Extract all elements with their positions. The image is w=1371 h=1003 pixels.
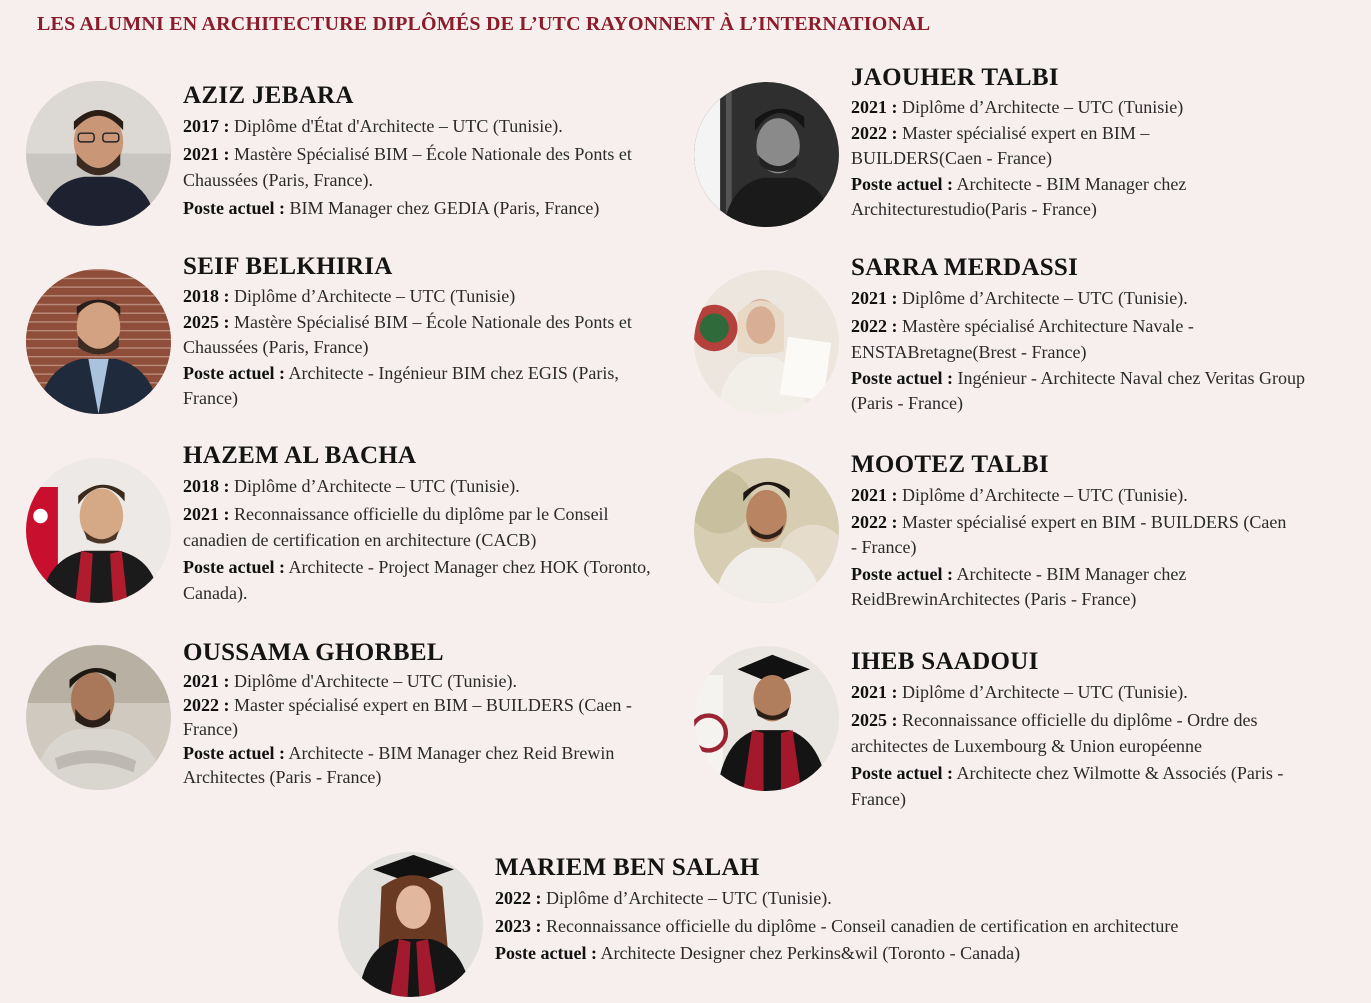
alumni-entry: Poste actuel : Architecte - BIM Manager chez Reid Brewin Architectes (Paris - France) [183, 743, 615, 787]
alumni-entry: 2017 : Diplôme d'État d'Architecte – UTC (Tunisie). [183, 116, 563, 136]
alumni-photo [338, 852, 483, 997]
alumni-name: AZIZ JEBARA [183, 82, 354, 109]
alumni-entry: 2021 : Diplôme d'Architecte – UTC (Tunisie). [183, 671, 518, 691]
alumni-entry: 2022 : Master spécialisé expert en BIM - BUILDERS (Caen - France) [851, 512, 1287, 557]
alumni-photo [694, 646, 839, 791]
alumni-name: MOOTEZ TALBI [851, 451, 1049, 478]
alumni-photo [694, 270, 839, 415]
alumni-entry: 2022 : Mastère spécialisé Architecture Navale - ENSTABretagne(Brest - France) [851, 316, 1194, 362]
alumni-entry: 2022 : Diplôme d’Architecte – UTC (Tunisie). [495, 888, 832, 908]
alumni-photo [694, 82, 839, 227]
alumni-entry: Poste actuel : Architecte - BIM Manager chez ReidBrewinArchitectes (Paris - France) [851, 564, 1187, 609]
alumni-entry: Poste actuel : Architecte - BIM Manager chez Architecturestudio(Paris - France) [851, 174, 1187, 219]
alumni-photo [26, 645, 171, 790]
alumni-entry: 2021 : Diplôme d’Architecte – UTC (Tunisie) [851, 97, 1184, 117]
alumni-name: OUSSAMA GHORBEL [183, 639, 444, 666]
alumni-entry: Poste actuel : Architecte - Project Manager chez HOK (Toronto, Canada). [183, 557, 651, 603]
alumni-entry: 2022 : Master spécialisé expert en BIM – BUILDERS(Caen - France) [851, 123, 1150, 168]
alumni-entry: 2025 : Mastère Spécialisé BIM – École Nationale des Ponts et Chaussées (Paris, France) [183, 312, 632, 357]
alumni-name: JAOUHER TALBI [851, 64, 1059, 91]
alumni-entry: 2025 : Reconnaissance officielle du diplôme - Ordre des architectes de Luxembourg & Union européenne [851, 710, 1258, 756]
alumni-entry: 2022 : Master spécialisé expert en BIM – BUILDERS (Caen - France) [183, 695, 632, 739]
alumni-name: SARRA MERDASSI [851, 254, 1079, 281]
alumni-entry: Poste actuel : Architecte chez Wilmotte & Associés (Paris - France) [851, 763, 1284, 809]
alumni-entry: Poste actuel : BIM Manager chez GEDIA (Paris, France) [183, 198, 600, 218]
alumni-entry: 2021 : Diplôme d’Architecte – UTC (Tunisie). [851, 682, 1188, 702]
alumni-entry: 2021 : Reconnaissance officielle du diplôme par le Conseil canadien de certification en architecture (CACB) [183, 504, 609, 550]
alumni-photo [26, 81, 171, 226]
alumni-entry: Poste actuel : Ingénieur - Architecte Naval chez Veritas Group (Paris - France) [851, 368, 1305, 413]
alumni-entry: 2023 : Reconnaissance officielle du diplôme - Conseil canadien de certification en architecture [495, 916, 1179, 936]
alumni-entry: 2021 : Diplôme d’Architecte – UTC (Tunisie). [851, 288, 1188, 308]
alumni-entry: Poste actuel : Architecte Designer chez Perkins&wil (Toronto - Canada) [495, 943, 1021, 963]
alumni-photo [26, 458, 171, 603]
alumni-photo [694, 458, 839, 603]
alumni-name: IHEB SAADOUI [851, 648, 1039, 675]
alumni-entry: Poste actuel : Architecte - Ingénieur BIM chez EGIS (Paris, France) [183, 363, 619, 408]
alumni-name: MARIEM BEN SALAH [495, 854, 760, 881]
alumni-entry: 2018 : Diplôme d’Architecte – UTC (Tunisie). [183, 476, 520, 496]
alumni-name: HAZEM AL BACHA [183, 442, 417, 469]
alumni-entry: 2018 : Diplôme d’Architecte – UTC (Tunisie) [183, 286, 516, 306]
alumni-name: SEIF BELKHIRIA [183, 253, 393, 280]
alumni-entry: 2021 : Diplôme d’Architecte – UTC (Tunisie). [851, 485, 1188, 505]
page-title: LES ALUMNI EN ARCHITECTURE DIPLÔMÉS DE L’UTC RAYONNENT À L’INTERNATIONAL [37, 13, 931, 35]
alumni-photo [26, 269, 171, 414]
alumni-entry: 2021 : Mastère Spécialisé BIM – École Nationale des Ponts et Chaussées (Paris, France). [183, 144, 632, 190]
